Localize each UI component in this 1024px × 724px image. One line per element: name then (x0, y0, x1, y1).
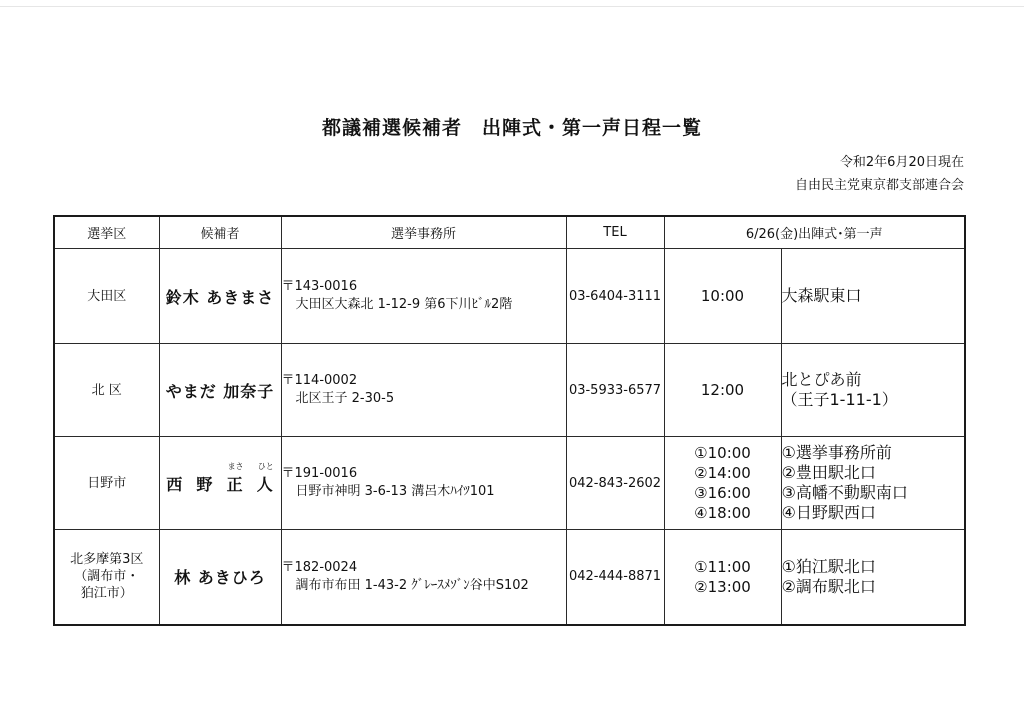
header-schedule: 6/26(金)出陣式･第一声 (664, 216, 965, 249)
office-cell (281, 530, 566, 625)
postal-code: 〒114-0002 (281, 373, 358, 388)
office-address: 調布市布田 1-43-2 ｸﾞﾚｰｽﾒｿﾞﾝ谷中S102 (295, 577, 529, 593)
furigana: まさ (227, 461, 244, 471)
place-cell (781, 249, 965, 344)
candidate-name-char-with-ruby (226, 461, 244, 495)
district-line: 北多摩第3区 (70, 552, 144, 568)
office-cell (281, 344, 566, 437)
district-line: 狛江市） (80, 586, 133, 602)
header-candidate: 候補者 (159, 216, 281, 249)
place-entry: ①選挙事務所前 (781, 443, 892, 462)
postal-code: 〒143-0016 (281, 279, 358, 294)
candidate-name-char-with-ruby (256, 461, 274, 495)
as-of-date: 令和2年6月20日現在 (839, 155, 964, 170)
place-entry: ②豊田駅北口 (781, 463, 876, 482)
district-cell: 北 区 (54, 344, 159, 437)
office-cell (281, 437, 566, 530)
candidate-cell: 鈴木 あきまさ (159, 249, 281, 344)
time-entry: ③16:00 (694, 484, 751, 502)
scan-edge-line (0, 6, 1024, 7)
time-entry: ④18:00 (694, 504, 751, 522)
candidate-name-char: 人 (256, 474, 274, 494)
table-row (54, 530, 965, 625)
header-district: 選挙区 (54, 216, 159, 249)
time-entry: ①11:00 (694, 557, 751, 576)
header-tel: TEL (566, 216, 664, 249)
place-cell (781, 344, 965, 437)
schedule-table (53, 215, 966, 626)
time-entry: 10:00 (700, 287, 745, 305)
place-entry: ②調布駅北口 (781, 576, 876, 596)
time-cell (664, 249, 781, 344)
header-office: 選挙事務所 (281, 216, 566, 249)
document-title: 都議補選候補者 出陣式・第一声日程一覧 (321, 117, 702, 139)
place-cell (781, 530, 965, 625)
district-line: （調布市・ (74, 569, 140, 585)
candidate-name-char: 正 (226, 474, 244, 494)
office-cell (281, 249, 566, 344)
table-row (54, 344, 965, 437)
tel-cell: 042-444-8871 (566, 530, 664, 625)
tel-cell: 042-843-2602 (566, 437, 664, 530)
place-entry: ③高幡不動駅南口 (781, 483, 908, 502)
office-address: 大田区大森北 1-12-9 第6下川ﾋﾞﾙ2階 (295, 297, 513, 312)
candidate-cell (159, 437, 281, 530)
place-entry: ④日野駅西口 (781, 503, 876, 522)
furigana: ひと (257, 461, 274, 471)
office-address: 北区王子 2-30-5 (295, 391, 395, 406)
place-entry: （王子1-11-1） (781, 390, 898, 409)
postal-code: 〒191-0016 (281, 466, 358, 481)
office-address: 日野市神明 3-6-13 溝呂木ﾊｲﾂ101 (295, 484, 495, 499)
time-entry: ②14:00 (694, 464, 751, 482)
time-entry: ②13:00 (694, 577, 751, 596)
table-row (54, 249, 965, 344)
time-cell (664, 437, 781, 530)
time-entry: 12:00 (700, 381, 745, 399)
tel-cell: 03-5933-6577 (566, 344, 664, 437)
candidate-name-char: 野 (196, 474, 214, 494)
district-cell (54, 530, 159, 625)
tel-cell: 03-6404-3111 (566, 249, 664, 344)
table-header-row (54, 216, 965, 249)
place-entry: 大森駅東口 (781, 286, 862, 305)
candidate-name-char: 西 (166, 474, 184, 494)
postal-code: 〒182-0024 (281, 559, 358, 575)
place-entry: ①狛江駅北口 (781, 556, 876, 576)
district-cell: 大田区 (54, 249, 159, 344)
district-cell: 日野市 (54, 437, 159, 530)
table-row (54, 437, 965, 530)
place-entry: 北とぴあ前 (781, 370, 862, 389)
time-cell (664, 344, 781, 437)
place-cell (781, 437, 965, 530)
organization-name: 自由民主党東京都支部連合会 (794, 178, 964, 193)
candidate-cell: やまだ 加奈子 (159, 344, 281, 437)
time-entry: ①10:00 (694, 444, 751, 462)
time-cell (664, 530, 781, 625)
candidate-cell: 林 あきひろ (159, 530, 281, 625)
